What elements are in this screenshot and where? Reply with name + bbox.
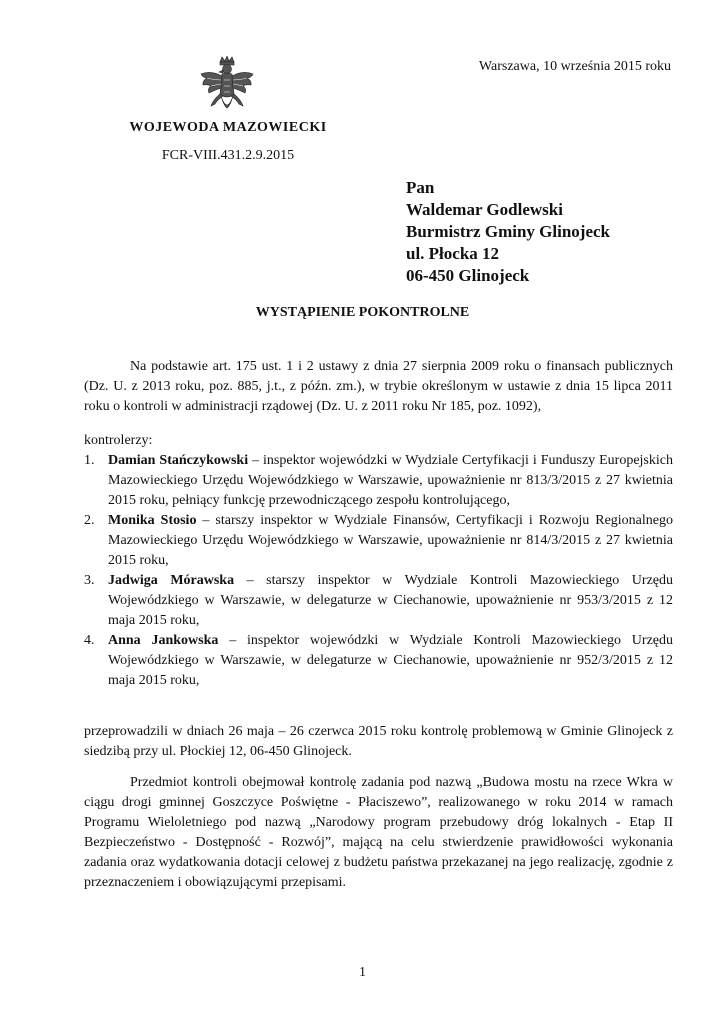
page-number: 1 [359,965,366,980]
controllers-list [84,451,673,691]
conducted-paragraph: przeprowadzili w dniach 26 maja – 26 czerwca 2015 roku kontrolę problemową w Gminie Glinojeck z siedzibą przy ul. Płockiej 12, 06-450 Glinojeck. [84,724,673,759]
controller-item [84,451,673,511]
date-line: Warszawa, 10 września 2015 roku [478,59,671,74]
controller-name: Jadwiga Mórawska [108,573,235,588]
controller-number: 1. [84,453,95,468]
document-title: WYSTĄPIENIE POKONTROLNE [255,305,470,320]
addressee-salutation: Pan [406,178,435,197]
issuing-authority: WOJEWODA MAZOWIECKI [129,120,327,135]
controller-description: – starszy inspektor w Wydziale Finansów, Certyfikacji i Rozwoju Regionalnego Mazowieckiego Urzędu Wojewódzkiego w Warszawie, upoważnienie nr 814/3/2015 z 27 kwietnia 2015 roku, [108,513,674,568]
addressee-position: Burmistrz Gminy Glinojeck [406,222,610,241]
controller-name: Monika Stosio [108,513,197,528]
controller-description: – inspektor wojewódzki w Wydziale Kontroli Mazowieckiego Urzędu Wojewódzkiego w Warszawie, w delegaturze w Ciechanowie, upoważnienie nr 952/3/2015 z 12 maja 2015 roku, [108,633,673,688]
addressee-name: Waldemar Godlewski [406,200,563,219]
controller-description: – inspektor wojewódzki w Wydziale Certyfikacji i Funduszy Europejskich Mazowieckiego Urzędu Wojewódzkiego w Warszawie, upoważnienie nr 813/3/2015 z 27 kwietnia 2015 roku, pełniący funkcję przewodniczącego zespołu kontrolującego, [108,453,673,508]
subject-paragraph: Przedmiot kontroli obejmował kontrolę zadania pod nazwą „Budowa mostu na rzece Wkra w ciągu drogi gminnej Goszczyce Poświętne - Płaciszewo”, realizowanego w roku 2014 w ramach Programu Wieloletniego pod nazwą „Narodowy program przebudowy dróg lokalnych - Etap II Bezpieczeństwo - Dostępność - Rozwój”, mającą na celu stwierdzenie prawidłowości wykonania zadania oraz wydatkowania dotacji celowej z budżetu państwa przekazanej na jego realizację, zgodnie z przeznaczeniem i obowiązującymi przepisami. [84,775,673,890]
controller-name: Damian Stańczykowski [108,453,249,468]
controller-item [84,631,673,691]
controller-description: – starszy inspektor w Wydziale Kontroli Mazowieckiego Urzędu Wojewódzkiego w Warszawie, w delegaturze w Ciechanowie, upoważnienie nr 953/3/2015 z 12 maja 2015 roku, [108,573,673,628]
controller-number: 4. [84,633,95,648]
controllers-label: kontrolerzy: [84,433,153,448]
addressee-block [406,177,610,287]
controller-name: Anna Jankowska [108,633,219,648]
addressee-street: ul. Płocka 12 [406,244,500,263]
controller-number: 3. [84,573,95,588]
intro-paragraph: Na podstawie art. 175 ust. 1 i 2 ustawy z dnia 27 sierpnia 2009 roku o finansach publicznych (Dz. U. z 2013 roku, poz. 885, j.t., z późn. zm.), w trybie określonym w ustawie z dnia 15 lipca 2011 roku o kontroli w administracji rządowej (Dz. U. z 2011 roku Nr 185, poz. 1092), [84,359,673,414]
controller-number: 2. [84,513,95,528]
controller-item [84,511,673,571]
controller-item [84,571,673,631]
case-reference: FCR-VIII.431.2.9.2015 [161,148,295,163]
addressee-city: 06-450 Glinojeck [406,266,530,285]
polish-eagle-emblem-icon [199,56,255,116]
